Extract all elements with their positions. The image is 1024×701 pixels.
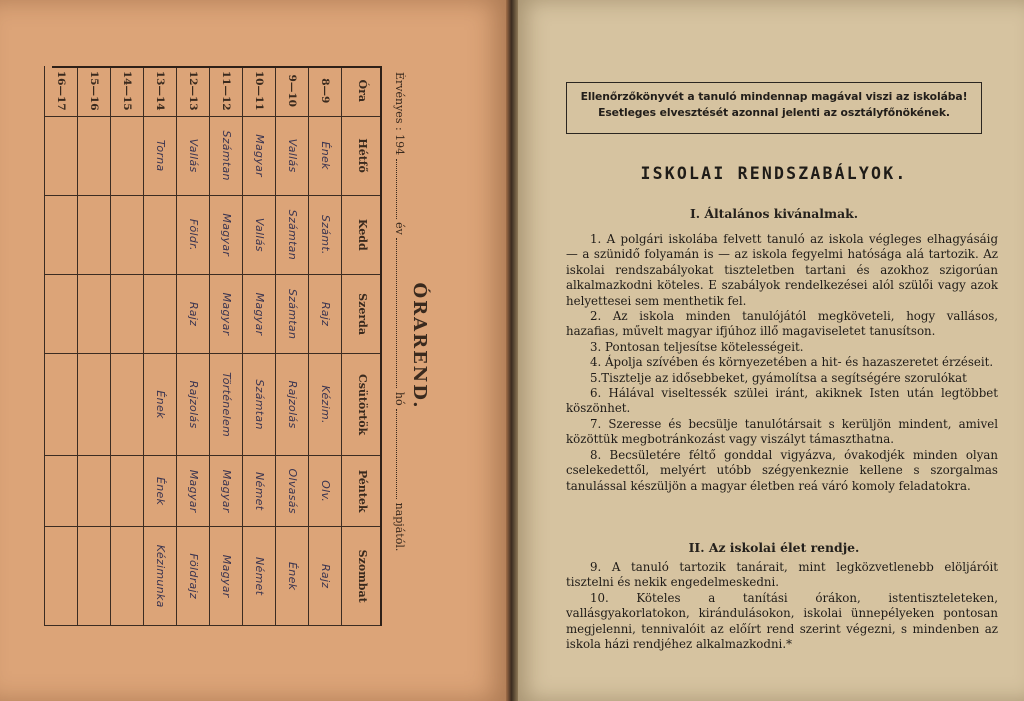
rule-10: 10. Köteles a tanítási órákon, istentiszteleteken, vallásgyakorlatokon, kirándulásokon, iskolai ünnepélyeken pontosan megjelenni, tennivalóit az előírt rend szerint végezni, s mindenben az iskola házi rendjéhez alkalmazkodni.* [566,590,998,652]
rule-4: 4. Ápolja szívében és környezetében a hit- és hazaszeretet érzéseit. [590,355,994,370]
hour-cell: 13—14 [144,66,177,116]
timetable-area [50,66,430,626]
subject-cell [78,455,111,526]
rule-3: 3. Pontosan teljesítse kötelességeit. [590,339,804,354]
subject-cell: Magyar [210,527,243,626]
subject-cell: Vallás [177,116,210,195]
subject-cell: Vallás [243,195,276,274]
subject-cell: Magyar [210,455,243,526]
subject-cell: Torna [144,116,177,195]
validity-day-label: napjától. [393,502,406,552]
validity-month-blank [396,238,397,388]
subject-cell: Földr. [177,195,210,274]
subject-cell [45,527,78,626]
notice-line-1: Ellenőrzőkönyvét a tanuló mindennap magával viszi az iskolába! [580,90,968,103]
rule-2: 2. Az iskola minden tanulójától megköveteli, hogy vallásos, hazafias, művelt magyar ifjúhoz illő magaviseletet tanusítson. [566,309,998,339]
timetable-header-cell: Szombat [342,527,382,626]
subject-cell [144,195,177,274]
subject-cell [111,455,144,526]
rule-8: 8. Becsületére féltő gonddal vigyázva, óvakodjék minden olyan cselekedettől, melyért utóbb szégyenkeznie kellene s szorgalmas tanulással készüljön a magyar életben reá váró komoly feladatokra. [566,447,998,493]
subject-cell: Rajzolás [276,354,309,456]
timetable-title: ÓRAREND. [409,282,430,410]
timetable-row [276,66,309,626]
subject-cell [78,195,111,274]
rule-9: 9. A tanuló tartozik tanárait, mint legközvetlenebb elöljáróit tisztelni és nekik engedelmeskedni. [566,560,998,590]
subject-cell: Földrajz [177,527,210,626]
timetable [50,66,430,626]
hour-cell: 16—17 [45,66,78,116]
rule-5: 5.Tisztelje az idősebbeket, gyámolítsa a segítségére szorulókat [590,370,967,385]
notice-line-2: Esetleges elvesztését azonnal jelenti az osztályfőnökének. [598,106,950,119]
rule-1: 1. A polgári iskolába felvett tanuló az iskola végleges elhagyásáig — a szünidő folyamán is — az iskola fegyelmi hatósága alá tartozik. Az iskolai rendszabályokat tiszteletben tartani és azokhoz szigorúan alkalmazkodni köteles. E szabályok rendelkezései alól szülői vagy azok helyettesei sem menthetik fel. [566,232,998,308]
timetable-row [78,66,111,626]
hour-cell: 15—16 [78,66,111,116]
subject-cell: Kézim. [309,354,342,456]
subject-cell: Magyar [210,195,243,274]
timetable-row [45,66,78,626]
section-2-body [566,560,998,652]
hour-cell: 14—15 [111,66,144,116]
timetable-header-cell: Hétfő [342,116,382,195]
timetable-row [309,66,342,626]
rules-title: ISKOLAI RENDSZABÁLYOK. [640,164,908,183]
subject-cell [111,354,144,456]
subject-cell [111,274,144,353]
subject-cell: Ének [276,527,309,626]
subject-cell: Kézimunka [144,527,177,626]
subject-cell: Rajz [177,274,210,353]
subject-cell: Magyar [177,455,210,526]
subject-cell [45,116,78,195]
rule-6: 6. Hálával viseltessék szülei iránt, akiknek Isten után legtöbbet köszönhet. [566,386,998,416]
subject-cell: Magyar [210,274,243,353]
timetable-grid [45,66,383,626]
timetable-row [177,66,210,626]
validity-line [393,72,406,622]
subject-cell: Számt. [309,195,342,274]
hour-cell: 9—10 [276,66,309,116]
subject-cell: Ének [144,455,177,526]
subject-cell [45,274,78,353]
validity-prefix: Érvényes : 194 [393,72,406,156]
subject-cell [45,354,78,456]
timetable-header-row [342,66,382,626]
subject-cell: Rajz [309,527,342,626]
hour-cell: 12—13 [177,66,210,116]
book-gutter [506,0,518,701]
validity-year-label: év [393,222,406,235]
timetable-header-cell: Péntek [342,455,382,526]
subject-cell: Német [243,527,276,626]
subject-cell [78,274,111,353]
subject-cell: Magyar [243,116,276,195]
subject-cell: Német [243,455,276,526]
section-1-body [566,232,998,494]
hour-cell: 11—12 [210,66,243,116]
timetable-row [111,66,144,626]
validity-year-blank [396,159,397,219]
subject-cell: Rajzolás [177,354,210,456]
timetable-header-cell: Szerda [342,274,382,353]
validity-month-label: hó [393,391,406,406]
subject-cell: Rajz [309,274,342,353]
subject-cell: Számtan [243,354,276,456]
timetable-row [243,66,276,626]
subject-cell [45,455,78,526]
subject-cell: Olv. [309,455,342,526]
timetable-row [210,66,243,626]
timetable-header-cell: Csütörtök [342,354,382,456]
subject-cell [111,527,144,626]
subject-cell [45,195,78,274]
subject-cell: Ének [309,116,342,195]
section-1-heading: I. Általános kivánalmak. [689,206,859,221]
subject-cell [144,274,177,353]
timetable-header-cell: Kedd [342,195,382,274]
timetable-row [144,66,177,626]
subject-cell [78,116,111,195]
subject-cell: Olvasás [276,455,309,526]
subject-cell: Számtan [210,116,243,195]
section-2-heading: II. Az iskolai élet rendje. [688,540,860,555]
subject-cell: Magyar [243,274,276,353]
hour-cell: 8—9 [309,66,342,116]
subject-cell: Vallás [276,116,309,195]
subject-cell [78,527,111,626]
validity-day-blank [396,409,397,499]
hour-cell: 10—11 [243,66,276,116]
subject-cell: Számtan [276,274,309,353]
rule-7: 7. Szeresse és becsülje tanulótársait s kerüljön mindent, amivel közöttük megbotránkozást vagy viszályt támaszthatna. [566,416,998,447]
subject-cell: Számtan [276,195,309,274]
timetable-header-cell: Óra [342,66,382,116]
subject-cell [111,195,144,274]
subject-cell: Történelem [210,354,243,456]
notice-box [566,82,982,134]
subject-cell [111,116,144,195]
subject-cell: Ének [144,354,177,456]
subject-cell [78,354,111,456]
